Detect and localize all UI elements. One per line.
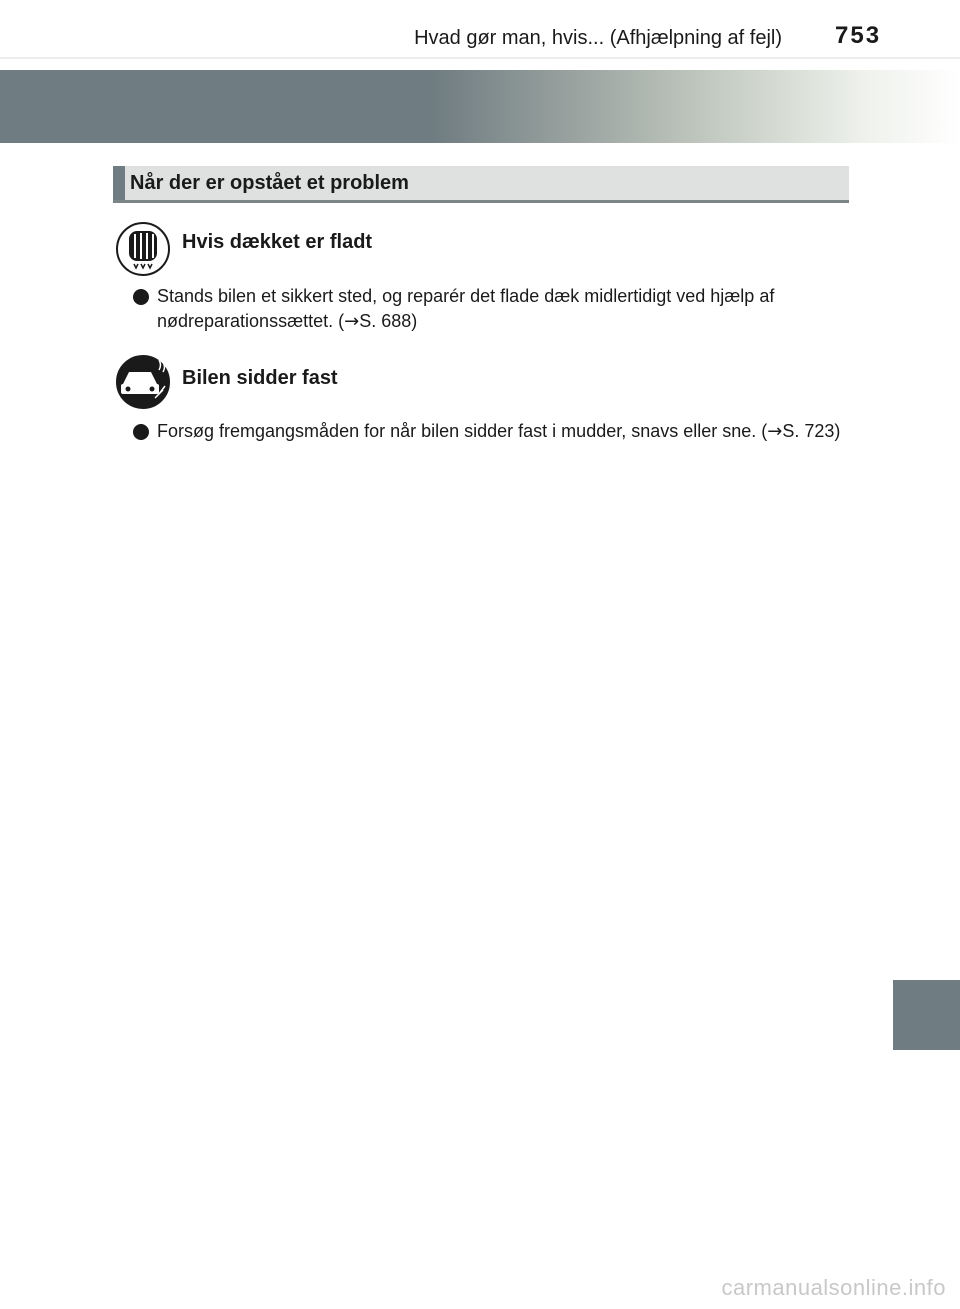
section-title: Når der er opstået et problem (130, 172, 409, 194)
page-reference-link[interactable]: S. 723) (782, 421, 841, 441)
watermark: carmanualsonline.info (721, 1275, 946, 1300)
bullet-point (133, 289, 149, 305)
paragraph-text: Forsøg fremgangsmåden for når bilen sidder fast i mudder, snavs eller sne. ( (157, 421, 768, 441)
page-reference-link[interactable]: S. 688) (359, 311, 418, 331)
arrow-right-icon: → (344, 311, 360, 332)
flat-tire-paragraph (157, 284, 847, 334)
running-header-title: Hvad gør man, hvis... (Afhjælpning af fejl) (414, 27, 782, 49)
arrow-right-icon: → (767, 421, 783, 442)
car-stuck-icon (115, 354, 171, 410)
subheading-flat-tire: Hvis dækket er fladt (182, 231, 373, 253)
chapter-edge-tab (893, 980, 960, 1050)
section-bar-accent (113, 166, 125, 200)
paragraph-text: Stands bilen et sikkert sted, og reparér det flade dæk midlertidigt ved hjælp af nødreparationssættet. ( (157, 286, 775, 331)
bullet-point (133, 424, 149, 440)
chapter-banner (0, 70, 960, 143)
car-stuck-paragraph (157, 419, 847, 444)
flat-tire-icon (115, 221, 171, 277)
subheading-car-stuck: Bilen sidder fast (182, 367, 338, 389)
page-number: 753 (835, 22, 882, 49)
